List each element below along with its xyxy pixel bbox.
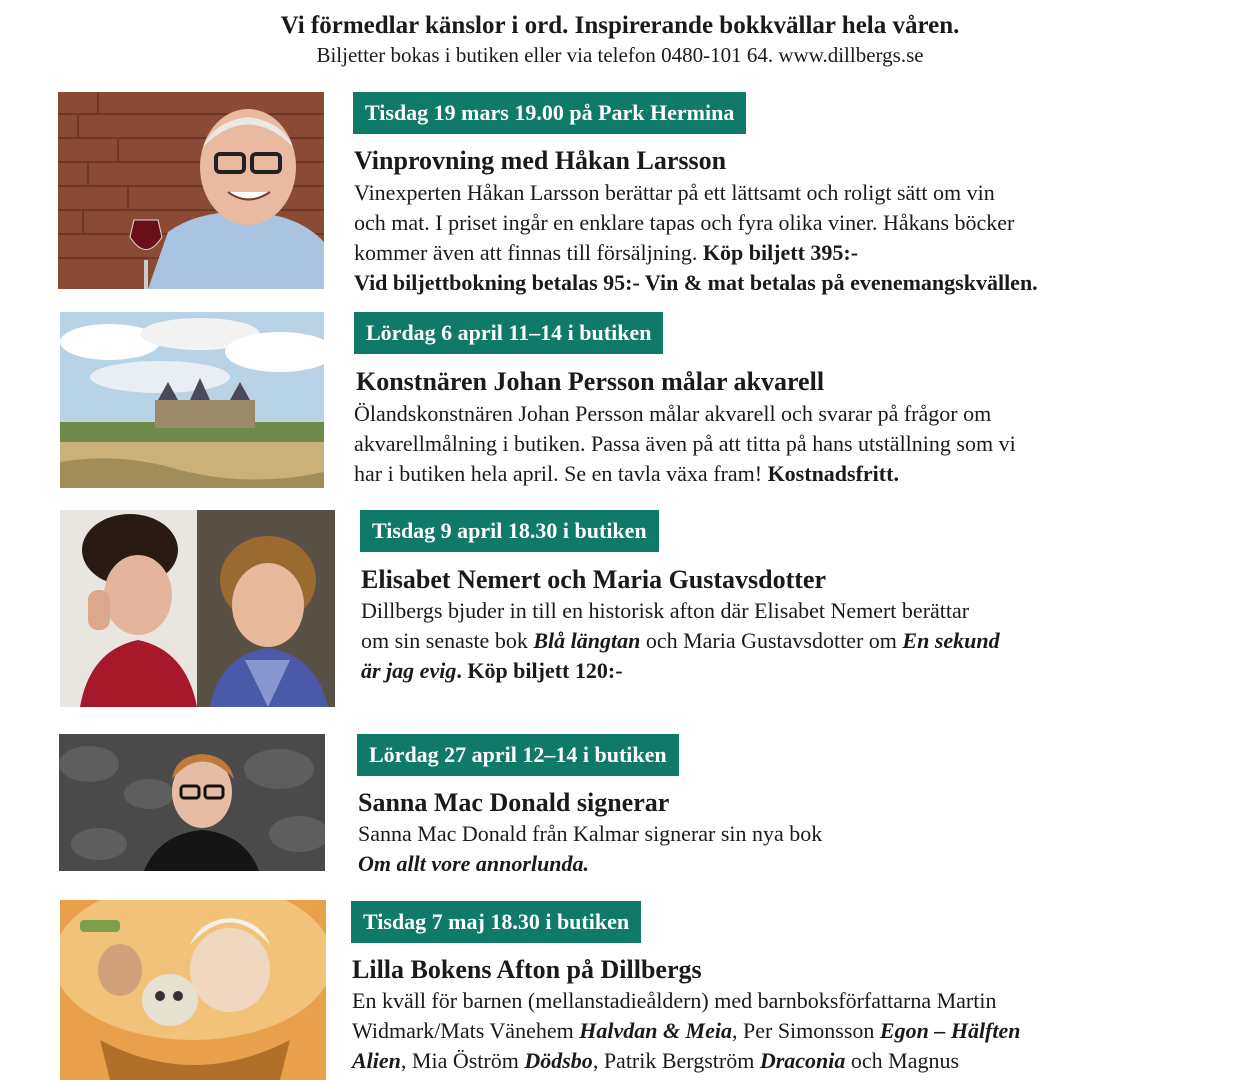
event-1-line [354,238,1114,268]
event-3-line [361,626,1121,656]
event-1-date-badge: Tisdag 19 mars 19.00 på Park Hermina [353,92,746,134]
event-5-line: En kväll för barnen (mellanstadieåldern) med barnboksförfattarna Martin [352,988,997,1013]
event-5-title: Lilla Bokens Afton på Dillbergs [352,955,702,984]
event-4-date-badge: Lördag 27 april 12–14 i butiken [357,734,679,776]
event-4-title: Sanna Mac Donald signerar [358,788,670,817]
event-5-text: , Mia Öström [400,1048,519,1073]
event-2-photo [60,312,324,488]
event-3-book-title: är jag evig [361,658,457,683]
event-3-line [361,656,1121,686]
event-1-line: Vinexperten Håkan Larsson berättar på ett lättsamt och roligt sätt om vin [354,180,995,205]
event-4-photo [59,734,325,871]
event-4-book-title: Om allt vore annorlunda. [358,851,590,876]
event-3-book-title: Blå längtan [533,628,641,653]
tagline: Vi förmedlar känslor i ord. Inspirerande bokkvällar hela våren. [280,12,960,39]
event-2-line [354,459,1114,489]
event-5-text: Widmark/Mats Vänehem [352,1018,574,1043]
event-2-price: Kostnadsfritt. [767,461,899,486]
event-5-book-title: Halvdan & Meia [579,1018,732,1043]
event-2-line: Ölandskonstnären Johan Persson målar akvarell och svarar på frågor om [354,401,992,426]
event-1-payment-note: Vid biljettbokning betalas 95:- Vin & mat betalas på evenemangskvällen. [354,270,1038,295]
header [0,10,1240,68]
event-5-book-title: Alien [352,1048,401,1073]
event-1-text: kommer även att finnas till försäljning. [354,240,698,265]
event-5-photo [60,900,326,1080]
event-3-title: Elisabet Nemert och Maria Gustavsdotter [361,565,827,594]
event-1-price: Köp biljett 395:- [702,240,859,265]
event-3-text: om sin senaste bok [361,628,528,653]
event-2-title: Konstnären Johan Persson målar akvarell [356,367,825,396]
event-3-book-title: En sekund [902,628,1000,653]
event-2-date-badge: Lördag 6 april 11–14 i butiken [354,312,663,354]
event-2-description [354,399,1114,489]
booking-info: Biljetter bokas i butiken eller via telefon 0480-101 64. www.dillbergs.se [316,43,924,67]
event-4-line: Sanna Mac Donald från Kalmar signerar sin nya bok [358,821,823,846]
event-5-book-title: Draconia [759,1048,846,1073]
event-4-description [358,819,1118,879]
event-3-date-badge: Tisdag 9 april 18.30 i butiken [360,510,659,552]
event-1-description [354,178,1114,298]
event-5-book-title: Egon – Hälften [879,1018,1021,1043]
event-3-photo [60,510,335,707]
event-4-line [358,849,1118,879]
event-2-text: har i butiken hela april. Se en tavla växa fram! [354,461,763,486]
event-5-text: , Per Simonsson [732,1018,875,1043]
event-5-book-title: Dödsbo [524,1048,593,1073]
event-1-photo [58,92,324,289]
event-5-line [352,1046,1112,1076]
event-1-line: och mat. I priset ingår en enklare tapas och fyra olika viner. Håkans böcker [354,210,1015,235]
event-5-date-badge: Tisdag 7 maj 18.30 i butiken [351,901,641,943]
event-3-description [361,596,1121,686]
event-2-line: akvarellmålning i butiken. Passa även på att titta på hans utställning som vi [354,431,1016,456]
event-1-line [354,268,1114,298]
event-5-text: och Magnus [850,1048,960,1073]
event-5-line [352,1016,1112,1046]
event-3-text: och Maria Gustavsdotter om [645,628,897,653]
event-3-line: Dillbergs bjuder in till en historisk afton där Elisabet Nemert berättar [361,598,970,623]
event-5-description [352,986,1112,1076]
event-1-title: Vinprovning med Håkan Larsson [354,146,727,175]
event-3-price: . Köp biljett 120:- [456,658,623,683]
event-5-text: , Patrik Bergström [592,1048,755,1073]
